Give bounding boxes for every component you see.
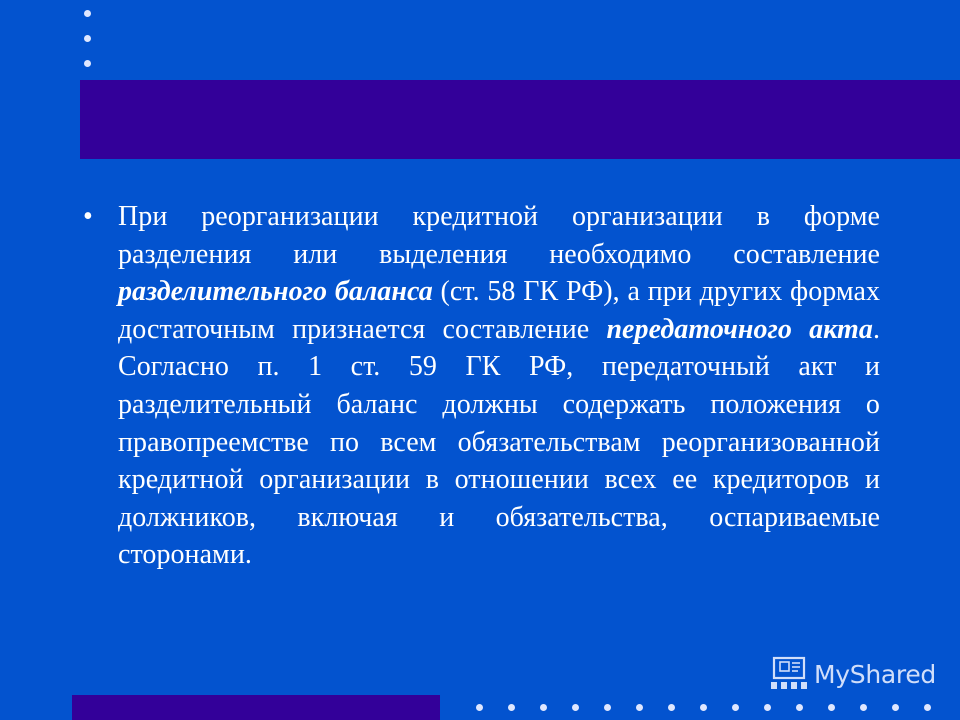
decorative-dot bbox=[476, 704, 483, 711]
paragraph-text-part: (ст. 58 ГК РФ), а при других формах достаточным признается составление bbox=[118, 276, 880, 345]
paragraph-text-part: . Согласно п. 1 ст. 59 ГК РФ, передаточный акт и разделительный баланс должны содержать положения о правопреемстве по всем обязательствам реорганизованной кредитной организации в отношении всех ее кредиторов и должников, включая и обязательства, оспариваемые сторонами. bbox=[118, 313, 880, 571]
decorative-dot bbox=[668, 704, 675, 711]
decorative-dots-bottom bbox=[476, 701, 960, 715]
decorative-dot bbox=[84, 60, 91, 67]
paragraph-text-part: При реорганизации кредитной организации в форме разделения или выделения необходимо составление bbox=[118, 201, 880, 270]
decorative-dot bbox=[924, 704, 931, 711]
slide-body bbox=[83, 198, 880, 574]
decorative-dot bbox=[828, 704, 835, 711]
decorative-dot bbox=[732, 704, 739, 711]
emphasis-term: передаточного акта bbox=[606, 313, 873, 345]
decorative-dot bbox=[604, 704, 611, 711]
decorative-dots-top bbox=[84, 10, 94, 74]
decorative-dot bbox=[508, 704, 515, 711]
decorative-dot bbox=[636, 704, 643, 711]
emphasis-term: разделительного баланса bbox=[118, 276, 433, 308]
bullet-paragraph bbox=[118, 198, 880, 574]
decorative-dot bbox=[700, 704, 707, 711]
decorative-dot bbox=[860, 704, 867, 711]
watermark-text: MyShared bbox=[814, 659, 936, 689]
decorative-dot bbox=[540, 704, 547, 711]
decorative-dot bbox=[764, 704, 771, 711]
decorative-dot bbox=[84, 35, 91, 42]
decorative-dot bbox=[572, 704, 579, 711]
decorative-dot bbox=[892, 704, 899, 711]
bullet-marker: • bbox=[83, 201, 93, 232]
watermark-logo bbox=[768, 654, 946, 694]
footer-band bbox=[72, 695, 440, 720]
decorative-dot bbox=[796, 704, 803, 711]
title-band bbox=[80, 80, 960, 159]
classroom-board-icon bbox=[768, 655, 810, 693]
decorative-dot bbox=[84, 10, 91, 17]
